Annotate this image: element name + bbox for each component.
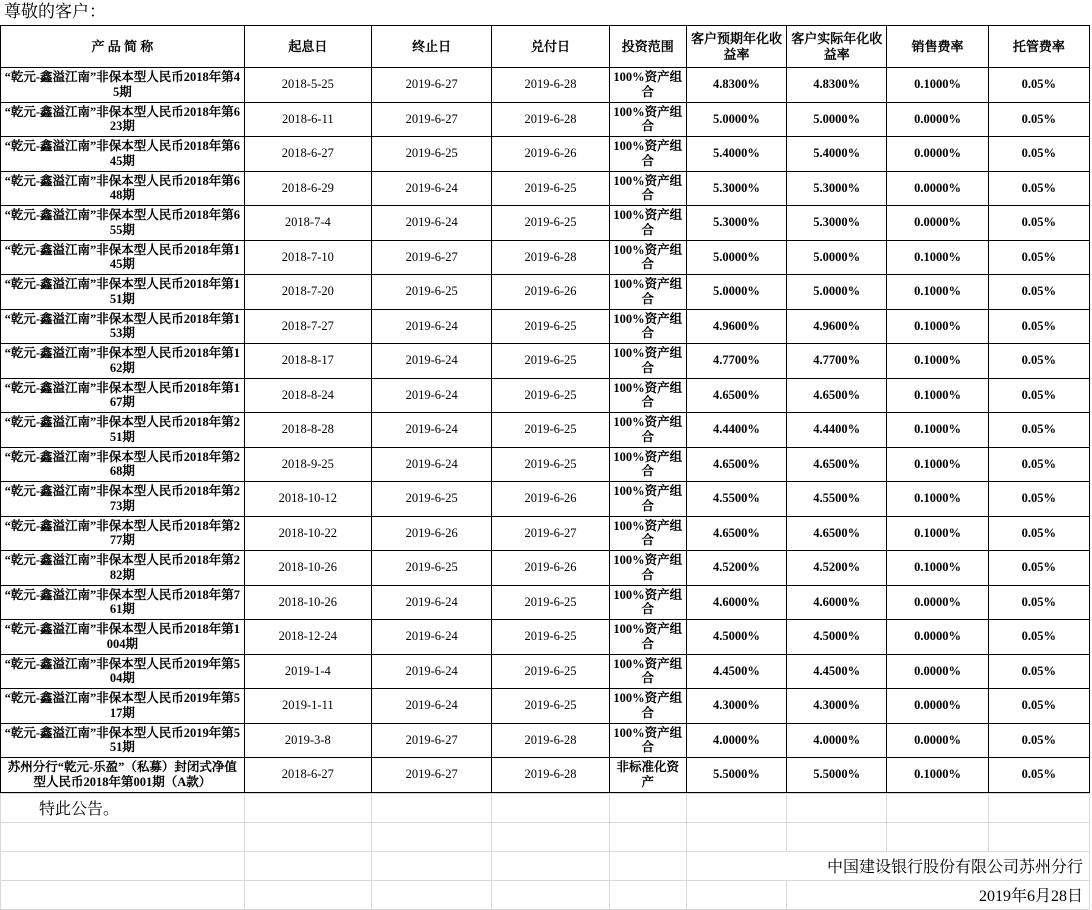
cell-investment-scope: 非标准化资产 <box>609 758 686 793</box>
empty-cell <box>492 822 609 851</box>
table-row <box>1 240 1090 275</box>
cell-actual-yield: 4.4500% <box>787 654 887 689</box>
cell-start-date: 2018-12-24 <box>244 620 371 655</box>
cell-actual-yield: 5.0000% <box>787 102 887 137</box>
cell-custody-fee: 0.05% <box>988 689 1089 724</box>
cell-sales-fee: 0.1000% <box>887 516 988 551</box>
cell-investment-scope: 100%资产组合 <box>609 275 686 310</box>
cell-investment-scope: 100%资产组合 <box>609 240 686 275</box>
cell-expected-yield: 4.4400% <box>686 413 786 448</box>
table-row <box>1 447 1090 482</box>
cell-product-name: “乾元-鑫溢江南”非保本型人民币2019年第517期 <box>1 689 245 724</box>
cell-investment-scope: 100%资产组合 <box>609 482 686 517</box>
cell-payment-date: 2019-6-25 <box>492 344 609 379</box>
cell-start-date: 2018-5-25 <box>244 68 371 103</box>
empty-cell <box>492 851 609 880</box>
cell-product-name: “乾元-鑫溢江南”非保本型人民币2019年第551期 <box>1 723 245 758</box>
column-header-custody-fee: 托管费率 <box>988 26 1089 68</box>
column-header-end-date: 终止日 <box>372 26 492 68</box>
cell-payment-date: 2019-6-25 <box>492 654 609 689</box>
table-row <box>1 206 1090 241</box>
cell-start-date: 2019-1-11 <box>244 689 371 724</box>
empty-cell <box>887 822 988 851</box>
column-header-sales-fee: 销售费率 <box>887 26 988 68</box>
cell-expected-yield: 4.6000% <box>686 585 786 620</box>
cell-start-date: 2018-8-28 <box>244 413 371 448</box>
cell-product-name: “乾元-鑫溢江南”非保本型人民币2018年第151期 <box>1 275 245 310</box>
cell-sales-fee: 0.1000% <box>887 551 988 586</box>
cell-sales-fee: 0.0000% <box>887 171 988 206</box>
cell-start-date: 2018-10-12 <box>244 482 371 517</box>
cell-sales-fee: 0.0000% <box>887 689 988 724</box>
cell-custody-fee: 0.05% <box>988 413 1089 448</box>
cell-investment-scope: 100%资产组合 <box>609 654 686 689</box>
cell-start-date: 2018-6-29 <box>244 171 371 206</box>
cell-product-name: “乾元-鑫溢江南”非保本型人民币2018年第761期 <box>1 585 245 620</box>
cell-expected-yield: 4.9600% <box>686 309 786 344</box>
cell-end-date: 2019-6-24 <box>372 585 492 620</box>
cell-end-date: 2019-6-24 <box>372 206 492 241</box>
empty-cell <box>372 793 492 822</box>
cell-end-date: 2019-6-24 <box>372 378 492 413</box>
cell-end-date: 2019-6-25 <box>372 275 492 310</box>
cell-investment-scope: 100%资产组合 <box>609 689 686 724</box>
empty-cell <box>686 793 786 822</box>
empty-cell <box>1 822 245 851</box>
cell-custody-fee: 0.05% <box>988 171 1089 206</box>
cell-product-name: “乾元-鑫溢江南”非保本型人民币2019年第504期 <box>1 654 245 689</box>
cell-start-date: 2019-3-8 <box>244 723 371 758</box>
cell-payment-date: 2019-6-28 <box>492 758 609 793</box>
cell-expected-yield: 4.3000% <box>686 689 786 724</box>
cell-product-name: “乾元-鑫溢江南”非保本型人民币2018年第45期 <box>1 68 245 103</box>
cell-custody-fee: 0.05% <box>988 240 1089 275</box>
table-row <box>1 516 1090 551</box>
cell-start-date: 2018-6-27 <box>244 758 371 793</box>
table-row <box>1 68 1090 103</box>
column-header-actual-yield: 客户实际年化收益率 <box>787 26 887 68</box>
footer-row-spacer <box>1 822 1090 851</box>
cell-payment-date: 2019-6-25 <box>492 378 609 413</box>
cell-expected-yield: 4.8300% <box>686 68 786 103</box>
cell-investment-scope: 100%资产组合 <box>609 171 686 206</box>
cell-actual-yield: 4.6500% <box>787 516 887 551</box>
cell-expected-yield: 4.6500% <box>686 447 786 482</box>
cell-end-date: 2019-6-25 <box>372 551 492 586</box>
cell-end-date: 2019-6-26 <box>372 516 492 551</box>
cell-product-name: “乾元-鑫溢江南”非保本型人民币2018年第655期 <box>1 206 245 241</box>
cell-investment-scope: 100%资产组合 <box>609 516 686 551</box>
cell-investment-scope: 100%资产组合 <box>609 344 686 379</box>
column-header-payment-date: 兑付日 <box>492 26 609 68</box>
cell-expected-yield: 4.0000% <box>686 723 786 758</box>
column-header-investment-scope: 投资范围 <box>609 26 686 68</box>
empty-cell <box>372 822 492 851</box>
footer-row-notice <box>1 793 1090 822</box>
cell-end-date: 2019-6-27 <box>372 240 492 275</box>
empty-cell <box>686 822 786 851</box>
cell-actual-yield: 4.9600% <box>787 309 887 344</box>
cell-payment-date: 2019-6-25 <box>492 447 609 482</box>
cell-expected-yield: 4.6500% <box>686 516 786 551</box>
cell-investment-scope: 100%资产组合 <box>609 723 686 758</box>
empty-cell <box>244 851 371 880</box>
cell-sales-fee: 0.0000% <box>887 620 988 655</box>
cell-investment-scope: 100%资产组合 <box>609 413 686 448</box>
cell-expected-yield: 4.5200% <box>686 551 786 586</box>
cell-end-date: 2019-6-24 <box>372 447 492 482</box>
cell-expected-yield: 5.4000% <box>686 137 786 172</box>
table-header-row <box>1 26 1090 68</box>
cell-expected-yield: 5.0000% <box>686 240 786 275</box>
cell-product-name: 苏州分行“乾元-乐盈”（私募）封闭式净值型人民币2018年第001期（A款） <box>1 758 245 793</box>
cell-start-date: 2018-7-20 <box>244 275 371 310</box>
cell-expected-yield: 4.5000% <box>686 620 786 655</box>
cell-product-name: “乾元-鑫溢江南”非保本型人民币2018年第648期 <box>1 171 245 206</box>
table-row <box>1 137 1090 172</box>
cell-investment-scope: 100%资产组合 <box>609 585 686 620</box>
cell-payment-date: 2019-6-25 <box>492 206 609 241</box>
cell-expected-yield: 5.3000% <box>686 171 786 206</box>
cell-payment-date: 2019-6-25 <box>492 689 609 724</box>
cell-payment-date: 2019-6-25 <box>492 171 609 206</box>
cell-actual-yield: 4.5000% <box>787 620 887 655</box>
empty-cell <box>887 793 988 822</box>
empty-cell <box>787 822 887 851</box>
cell-custody-fee: 0.05% <box>988 482 1089 517</box>
cell-custody-fee: 0.05% <box>988 102 1089 137</box>
column-header-start-date: 起息日 <box>244 26 371 68</box>
cell-sales-fee: 0.1000% <box>887 275 988 310</box>
cell-investment-scope: 100%资产组合 <box>609 378 686 413</box>
empty-cell <box>492 793 609 822</box>
cell-actual-yield: 5.5000% <box>787 758 887 793</box>
cell-payment-date: 2019-6-28 <box>492 723 609 758</box>
cell-actual-yield: 4.5500% <box>787 482 887 517</box>
cell-product-name: “乾元-鑫溢江南”非保本型人民币2018年第1004期 <box>1 620 245 655</box>
table-row <box>1 482 1090 517</box>
cell-product-name: “乾元-鑫溢江南”非保本型人民币2018年第623期 <box>1 102 245 137</box>
cell-start-date: 2018-10-22 <box>244 516 371 551</box>
cell-sales-fee: 0.0000% <box>887 102 988 137</box>
cell-actual-yield: 5.3000% <box>787 206 887 241</box>
cell-investment-scope: 100%资产组合 <box>609 68 686 103</box>
cell-product-name: “乾元-鑫溢江南”非保本型人民币2018年第162期 <box>1 344 245 379</box>
table-row <box>1 654 1090 689</box>
cell-actual-yield: 4.6500% <box>787 447 887 482</box>
cell-investment-scope: 100%资产组合 <box>609 447 686 482</box>
cell-custody-fee: 0.05% <box>988 758 1089 793</box>
cell-start-date: 2018-7-4 <box>244 206 371 241</box>
cell-sales-fee: 0.1000% <box>887 482 988 517</box>
cell-start-date: 2018-10-26 <box>244 551 371 586</box>
table-row <box>1 275 1090 310</box>
table-row <box>1 758 1090 793</box>
cell-product-name: “乾元-鑫溢江南”非保本型人民币2018年第277期 <box>1 516 245 551</box>
cell-payment-date: 2019-6-25 <box>492 585 609 620</box>
cell-custody-fee: 0.05% <box>988 309 1089 344</box>
cell-payment-date: 2019-6-27 <box>492 516 609 551</box>
empty-cell <box>1 851 245 880</box>
table-row <box>1 309 1090 344</box>
cell-payment-date: 2019-6-26 <box>492 137 609 172</box>
cell-custody-fee: 0.05% <box>988 68 1089 103</box>
cell-actual-yield: 4.0000% <box>787 723 887 758</box>
table-row <box>1 723 1090 758</box>
cell-sales-fee: 0.1000% <box>887 240 988 275</box>
cell-sales-fee: 0.1000% <box>887 758 988 793</box>
empty-cell <box>609 822 686 851</box>
cell-product-name: “乾元-鑫溢江南”非保本型人民币2018年第282期 <box>1 551 245 586</box>
cell-sales-fee: 0.1000% <box>887 344 988 379</box>
cell-product-name: “乾元-鑫溢江南”非保本型人民币2018年第251期 <box>1 413 245 448</box>
cell-end-date: 2019-6-27 <box>372 68 492 103</box>
cell-sales-fee: 0.0000% <box>887 723 988 758</box>
cell-sales-fee: 0.1000% <box>887 413 988 448</box>
empty-cell <box>609 851 686 880</box>
cell-expected-yield: 5.0000% <box>686 275 786 310</box>
table-row <box>1 413 1090 448</box>
cell-actual-yield: 4.3000% <box>787 689 887 724</box>
cell-product-name: “乾元-鑫溢江南”非保本型人民币2018年第273期 <box>1 482 245 517</box>
cell-start-date: 2018-8-24 <box>244 378 371 413</box>
cell-payment-date: 2019-6-25 <box>492 309 609 344</box>
column-header-expected-yield: 客户预期年化收益率 <box>686 26 786 68</box>
cell-payment-date: 2019-6-28 <box>492 102 609 137</box>
cell-start-date: 2018-10-26 <box>244 585 371 620</box>
cell-investment-scope: 100%资产组合 <box>609 620 686 655</box>
cell-investment-scope: 100%资产组合 <box>609 206 686 241</box>
cell-sales-fee: 0.0000% <box>887 137 988 172</box>
products-table <box>0 25 1090 792</box>
cell-end-date: 2019-6-25 <box>372 137 492 172</box>
cell-expected-yield: 5.0000% <box>686 102 786 137</box>
cell-expected-yield: 5.5000% <box>686 758 786 793</box>
cell-product-name: “乾元-鑫溢江南”非保本型人民币2018年第268期 <box>1 447 245 482</box>
cell-end-date: 2019-6-27 <box>372 758 492 793</box>
cell-start-date: 2018-9-25 <box>244 447 371 482</box>
cell-start-date: 2018-7-27 <box>244 309 371 344</box>
cell-start-date: 2018-8-17 <box>244 344 371 379</box>
cell-sales-fee: 0.0000% <box>887 585 988 620</box>
footer-grid <box>0 793 1090 910</box>
empty-cell <box>609 793 686 822</box>
cell-actual-yield: 4.7700% <box>787 344 887 379</box>
greeting-text: 尊敬的客户： <box>4 2 106 21</box>
cell-end-date: 2019-6-27 <box>372 723 492 758</box>
table-row <box>1 171 1090 206</box>
cell-custody-fee: 0.05% <box>988 344 1089 379</box>
cell-expected-yield: 4.6500% <box>686 378 786 413</box>
cell-custody-fee: 0.05% <box>988 551 1089 586</box>
cell-actual-yield: 4.5200% <box>787 551 887 586</box>
cell-product-name: “乾元-鑫溢江南”非保本型人民币2018年第645期 <box>1 137 245 172</box>
cell-end-date: 2019-6-24 <box>372 344 492 379</box>
cell-sales-fee: 0.0000% <box>887 206 988 241</box>
cell-custody-fee: 0.05% <box>988 654 1089 689</box>
cell-actual-yield: 4.4400% <box>787 413 887 448</box>
table-row <box>1 344 1090 379</box>
cell-custody-fee: 0.05% <box>988 447 1089 482</box>
cell-custody-fee: 0.05% <box>988 620 1089 655</box>
cell-end-date: 2019-6-24 <box>372 689 492 724</box>
column-header-product-name: 产 品 简 称 <box>1 26 245 68</box>
cell-custody-fee: 0.05% <box>988 378 1089 413</box>
cell-sales-fee: 0.1000% <box>887 378 988 413</box>
cell-custody-fee: 0.05% <box>988 206 1089 241</box>
cell-custody-fee: 0.05% <box>988 585 1089 620</box>
cell-investment-scope: 100%资产组合 <box>609 102 686 137</box>
cell-end-date: 2019-6-27 <box>372 102 492 137</box>
cell-end-date: 2019-6-24 <box>372 413 492 448</box>
cell-payment-date: 2019-6-26 <box>492 275 609 310</box>
cell-actual-yield: 5.3000% <box>787 171 887 206</box>
cell-expected-yield: 4.7700% <box>686 344 786 379</box>
cell-expected-yield: 4.4500% <box>686 654 786 689</box>
empty-cell <box>787 793 887 822</box>
cell-end-date: 2019-6-25 <box>372 482 492 517</box>
cell-actual-yield: 4.6500% <box>787 378 887 413</box>
cell-expected-yield: 4.5500% <box>686 482 786 517</box>
cell-investment-scope: 100%资产组合 <box>609 137 686 172</box>
cell-sales-fee: 0.0000% <box>887 654 988 689</box>
cell-actual-yield: 5.4000% <box>787 137 887 172</box>
cell-custody-fee: 0.05% <box>988 516 1089 551</box>
publish-date-text: 2019年6月28日 <box>787 880 1090 909</box>
cell-payment-date: 2019-6-28 <box>492 240 609 275</box>
empty-cell <box>372 851 492 880</box>
cell-investment-scope: 100%资产组合 <box>609 309 686 344</box>
cell-start-date: 2018-6-27 <box>244 137 371 172</box>
table-row <box>1 102 1090 137</box>
cell-end-date: 2019-6-24 <box>372 309 492 344</box>
cell-investment-scope: 100%资产组合 <box>609 551 686 586</box>
cell-custody-fee: 0.05% <box>988 137 1089 172</box>
empty-cell <box>988 793 1089 822</box>
table-row <box>1 689 1090 724</box>
cell-actual-yield: 4.6000% <box>787 585 887 620</box>
table-row <box>1 551 1090 586</box>
cell-payment-date: 2019-6-28 <box>492 68 609 103</box>
notice-text: 特此公告。 <box>1 793 245 822</box>
cell-payment-date: 2019-6-26 <box>492 482 609 517</box>
cell-actual-yield: 5.0000% <box>787 275 887 310</box>
table-row <box>1 620 1090 655</box>
table-row <box>1 585 1090 620</box>
cell-sales-fee: 0.1000% <box>887 309 988 344</box>
cell-custody-fee: 0.05% <box>988 275 1089 310</box>
cell-custody-fee: 0.05% <box>988 723 1089 758</box>
footer-row-bank <box>1 851 1090 880</box>
cell-start-date: 2019-1-4 <box>244 654 371 689</box>
cell-actual-yield: 5.0000% <box>787 240 887 275</box>
empty-cell <box>244 793 371 822</box>
bank-name-text: 中国建设银行股份有限公司苏州分行 <box>686 851 1089 880</box>
cell-start-date: 2018-7-10 <box>244 240 371 275</box>
cell-payment-date: 2019-6-25 <box>492 620 609 655</box>
cell-start-date: 2018-6-11 <box>244 102 371 137</box>
cell-product-name: “乾元-鑫溢江南”非保本型人民币2018年第167期 <box>1 378 245 413</box>
cell-product-name: “乾元-鑫溢江南”非保本型人民币2018年第153期 <box>1 309 245 344</box>
empty-cell <box>244 822 371 851</box>
cell-end-date: 2019-6-24 <box>372 654 492 689</box>
cell-end-date: 2019-6-24 <box>372 620 492 655</box>
cell-payment-date: 2019-6-26 <box>492 551 609 586</box>
cell-expected-yield: 5.3000% <box>686 206 786 241</box>
cell-sales-fee: 0.1000% <box>887 447 988 482</box>
cell-actual-yield: 4.8300% <box>787 68 887 103</box>
empty-cell <box>988 822 1089 851</box>
table-row <box>1 378 1090 413</box>
cell-payment-date: 2019-6-25 <box>492 413 609 448</box>
cell-sales-fee: 0.1000% <box>887 68 988 103</box>
cell-product-name: “乾元-鑫溢江南”非保本型人民币2018年第145期 <box>1 240 245 275</box>
cell-end-date: 2019-6-24 <box>372 171 492 206</box>
